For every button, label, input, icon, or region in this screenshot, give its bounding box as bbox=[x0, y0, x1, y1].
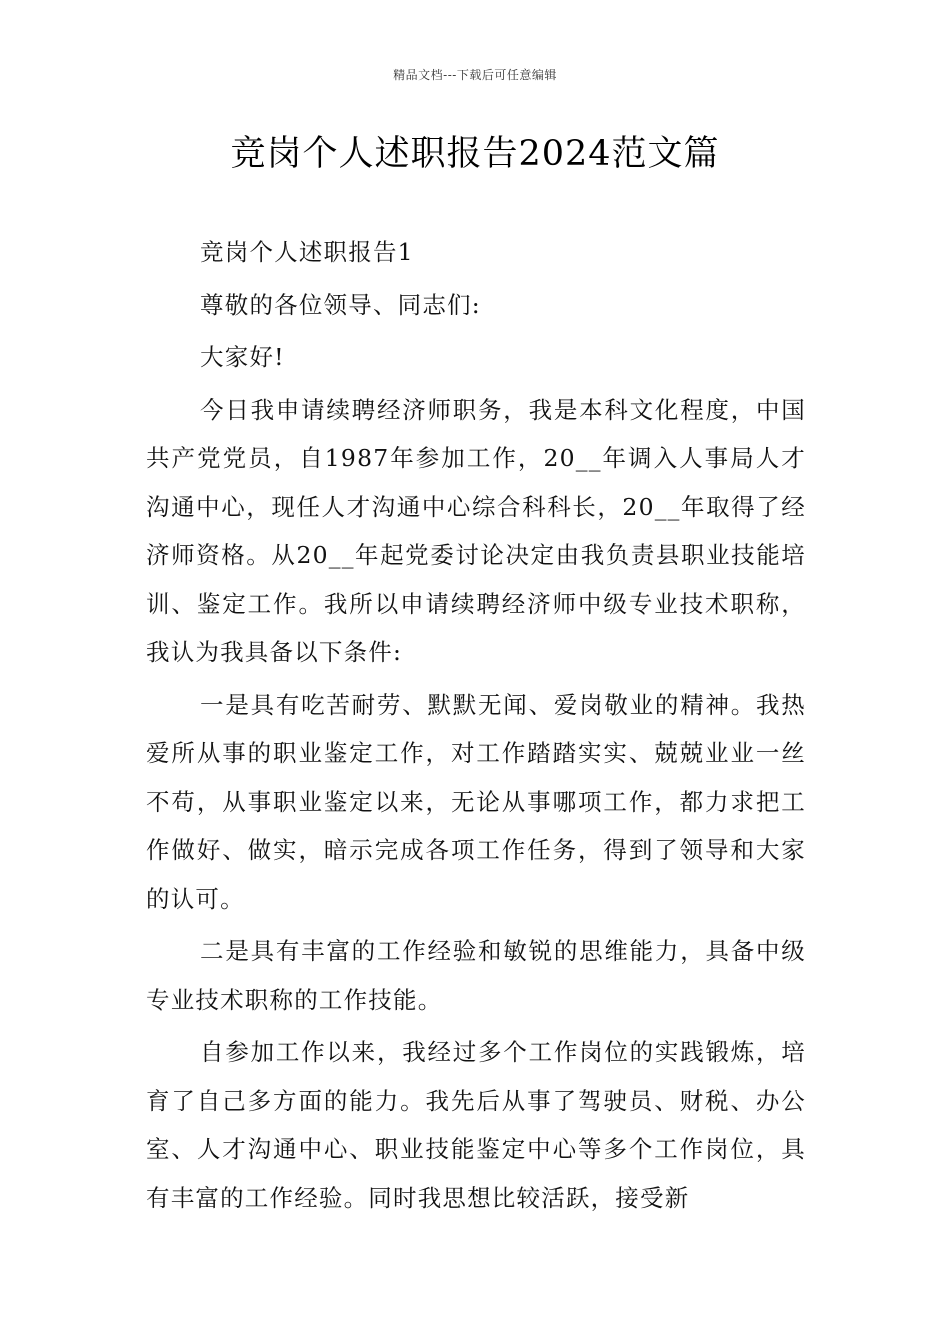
salutation: 尊敬的各位领导、同志们: bbox=[200, 290, 481, 319]
body-paragraph: 今日我申请续聘经济师职务，我是本科文化程度，中国共产党党员，自1987年参加工作，20__年调入人事局人才沟通中心，现任人才沟通中心综合科科长，20__年取得了经济师资格。从20__年起党委讨论决定由我负责县职业技能培训、鉴定工作。我所以申请续聘经济师中级专业技术职称，我认为我具备以下条件: bbox=[146, 395, 806, 666]
document-body bbox=[146, 228, 806, 1226]
body-paragraph: 二是具有丰富的工作经验和敏锐的思维能力，具备中级专业技术职称的工作技能。 bbox=[146, 937, 806, 1014]
document-title: 竞岗个人述职报告2024范文篇 bbox=[230, 134, 720, 174]
header-note: 精品文档---下载后可任意编辑 bbox=[393, 68, 557, 82]
body-paragraph: 一是具有吃苦耐劳、默默无闻、爱岗敬业的精神。我热爱所从事的职业鉴定工作，对工作踏踏实实、兢兢业业一丝不苟，从事职业鉴定以来，无论从事哪项工作，都力求把工作做好、做实，暗示完成各项工作任务，得到了领导和大家的认可。 bbox=[146, 690, 806, 913]
section-heading: 竞岗个人述职报告1 bbox=[200, 238, 414, 266]
greeting: 大家好! bbox=[200, 343, 285, 371]
body-paragraph: 自参加工作以来，我经过多个工作岗位的实践锻炼，培育了自己多方面的能力。我先后从事了驾驶员、财税、办公室、人才沟通中心、职业技能鉴定中心等多个工作岗位，具有丰富的工作经验。同时我思想比较活跃，接受新 bbox=[146, 1038, 806, 1212]
